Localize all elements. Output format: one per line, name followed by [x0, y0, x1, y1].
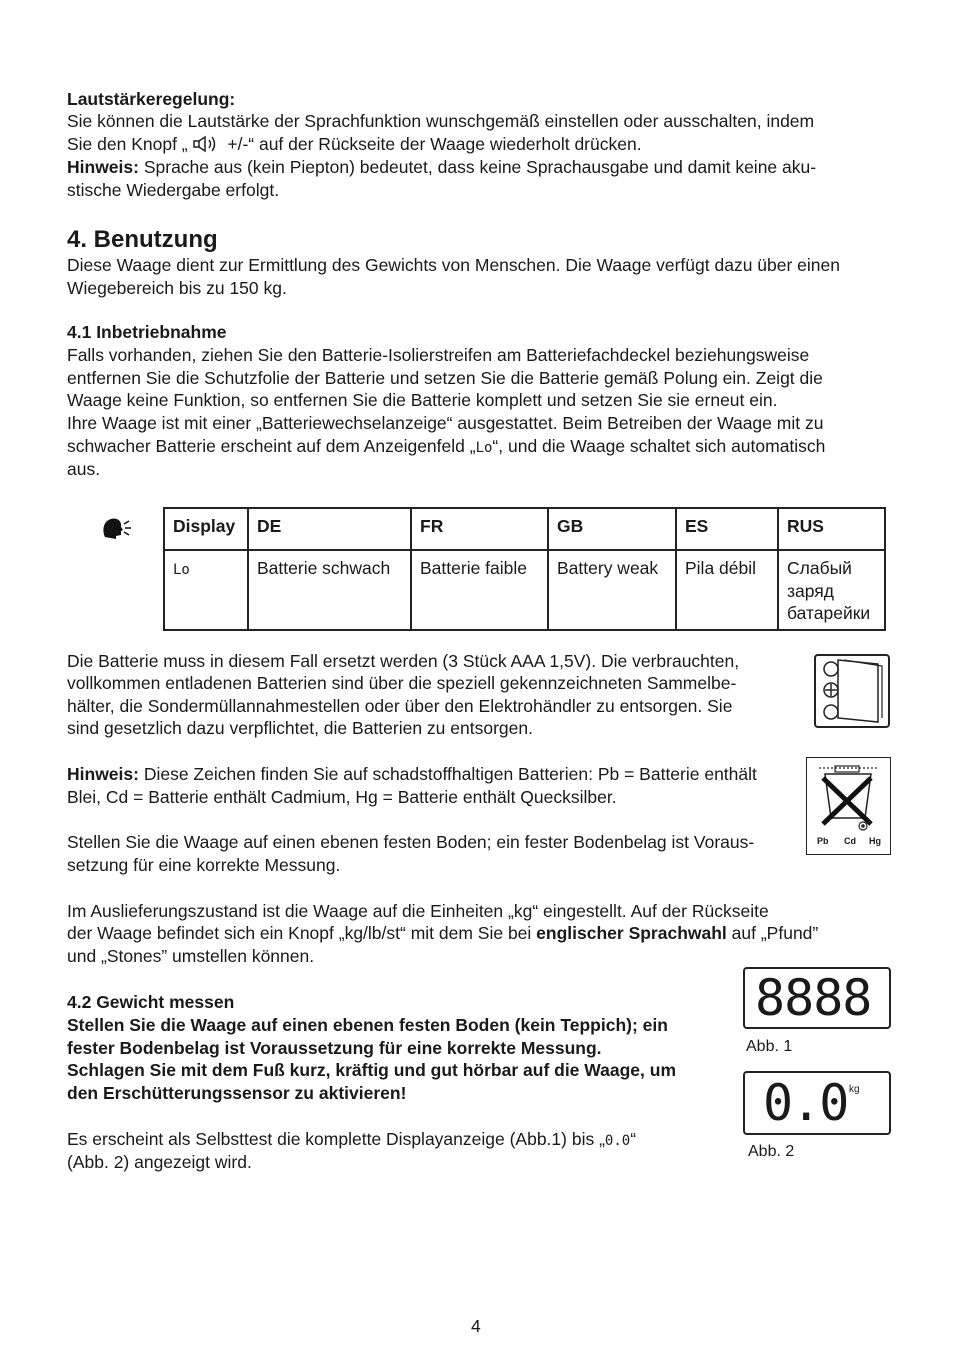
section-41-text [67, 435, 825, 460]
volume-text-part: Sie den Knopf „ [67, 134, 193, 154]
display-figure-2 [743, 1071, 891, 1135]
speaking-head-icon [101, 515, 133, 541]
volume-text-line [67, 133, 642, 156]
lcd-digits-8888: 8888 [755, 969, 872, 1027]
text-part: auf „Pfund” [726, 923, 819, 943]
table-header-cell: Display [164, 508, 248, 550]
section-42-bold-text: fester Bodenbelag ist Voraussetzung für eine korrekte Messung. [67, 1038, 602, 1058]
table-row [164, 550, 885, 630]
section-41-text: Waage keine Funktion, so entfernen Sie die Batterie komplett und setzen Sie sie erneut ein. [67, 390, 778, 410]
volume-text-part: +/-“ auf der Rückseite der Waage wiederholt drücken. [222, 134, 642, 154]
section-42-text [67, 1128, 636, 1153]
section-42-text: (Abb. 2) angezeigt wird. [67, 1152, 252, 1172]
lcd-digits-00: 0.0 [763, 1074, 848, 1132]
table-header-cell: RUS [778, 508, 885, 550]
text-part-bold: englischer Sprachwahl [536, 923, 727, 943]
units-text: und „Stones” umstellen können. [67, 946, 315, 966]
figure-1-caption: Abb. 1 [746, 1038, 793, 1055]
battery-text: vollkommen entladenen Batterien sind über die speziell gekennzeichneten Sammelbe- [67, 673, 737, 693]
bin-label-hg: Hg [869, 836, 881, 846]
note-label: Hinweis: [67, 764, 139, 784]
lcd-code-lo: Lo [475, 440, 493, 456]
volume-heading: Lautstärkeregelung: [67, 89, 236, 109]
note-text: Diese Zeichen finden Sie auf schadstoffhaltigen Batterien: Pb = Batterie enthält [138, 764, 757, 784]
language-table [163, 507, 886, 631]
section-42-title: 4.2 Gewicht messen [67, 992, 235, 1012]
table-cell: Pila débil [676, 550, 778, 630]
units-text [67, 922, 818, 945]
lcd-code-00: 0.0 [604, 1133, 631, 1149]
section-41-text: Falls vorhanden, ziehen Sie den Batterie-Isolierstreifen am Batteriefachdeckel beziehungsweise [67, 345, 810, 365]
battery-note-line: Blei, Cd = Batterie enthält Cadmium, Hg = Batterie enthält Quecksilber. [67, 787, 617, 807]
section-41-title: 4.1 Inbetriebnahme [67, 322, 227, 342]
section-42-bold-text: Schlagen Sie mit dem Fuß kurz, kräftig und gut hörbar auf die Waage, um [67, 1060, 677, 1080]
table-header-row [164, 508, 885, 550]
volume-text-line: Sie können die Lautstärke der Sprachfunktion wunschgemäß einstellen oder ausschalten, indem [67, 111, 815, 131]
section-42-bold-text: Stellen Sie die Waage auf einen ebenen festen Boden (kein Teppich); ein [67, 1015, 668, 1035]
table-cell [164, 550, 248, 630]
table-cell: Слабый заряд батарейки [778, 550, 885, 630]
page-number: 4 [471, 1316, 481, 1336]
table-cell: Batterie faible [411, 550, 548, 630]
section-4-text: Wiegebereich bis zu 150 kg. [67, 278, 287, 298]
note-text: Sprache aus (kein Piepton) bedeutet, dass keine Sprachausgabe und damit keine aku- [138, 157, 817, 177]
volume-note [67, 156, 816, 179]
section-41-text: aus. [67, 459, 101, 479]
table-header-cell: GB [548, 508, 676, 550]
battery-text: sind gesetzlich dazu verpflichtet, die Batterien zu entsorgen. [67, 718, 533, 738]
battery-text: Die Batterie muss in diesem Fall ersetzt werden (3 Stück AAA 1,5V). Die verbrauchten, [67, 651, 740, 671]
bin-label-pb: Pb [817, 836, 829, 846]
table-header-cell: FR [411, 508, 548, 550]
crossed-bin-icon [806, 757, 891, 855]
note-label: Hinweis: [67, 157, 139, 177]
volume-note-line: stische Wiedergabe erfolgt. [67, 180, 280, 200]
battery-note [67, 763, 757, 786]
section-42-bold-text: den Erschütterungssensor zu aktivieren! [67, 1083, 407, 1103]
display-figure-1 [743, 967, 891, 1029]
section-4-text: Diese Waage dient zur Ermittlung des Gewichts von Menschen. Die Waage verfügt dazu über einen [67, 255, 840, 275]
table-header-cell: ES [676, 508, 778, 550]
text-part: schwacher Batterie erscheint auf dem Anzeigenfeld „ [67, 436, 476, 456]
table-cell: Battery weak [548, 550, 676, 630]
speaker-icon [193, 135, 223, 153]
section-41-text: Ihre Waage ist mit einer „Batteriewechselanzeige“ ausgestattet. Beim Betreiben der Waage mit zu [67, 413, 824, 433]
lcd-unit-kg: kg [849, 1084, 860, 1095]
figure-2-caption: Abb. 2 [748, 1143, 795, 1160]
text-part: “ [630, 1129, 637, 1149]
text-part: der Waage befindet sich ein Knopf „kg/lb/st“ mit dem Sie bei [67, 923, 537, 943]
section-4-title: 4. Benutzung [67, 226, 218, 253]
floor-text: Stellen Sie die Waage auf einen ebenen festen Boden; ein fester Bodenbelag ist Voraus- [67, 832, 755, 852]
text-part: Es erscheint als Selbsttest die komplette Displayanzeige (Abb.1) bis „ [67, 1129, 605, 1149]
units-text: Im Auslieferungszustand ist die Waage auf die Einheiten „kg“ eingestellt. Auf der Rückseite [67, 901, 769, 921]
floor-text: setzung für eine korrekte Messung. [67, 855, 341, 875]
battery-text: hälter, die Sondermüllannahmestellen oder über den Elektrohändler zu entsorgen. Sie [67, 696, 733, 716]
bin-label-cd: Cd [844, 836, 856, 846]
text-part: “, und die Waage schaltet sich automatisch [492, 436, 826, 456]
lcd-code-lo: Lo [173, 562, 190, 578]
table-header-cell: DE [248, 508, 411, 550]
section-41-text: entfernen Sie die Schutzfolie der Batterie und setzen Sie die Batterie gemäß Polung ein. Zeigt die [67, 368, 823, 388]
battery-compartment-icon [814, 654, 890, 728]
table-cell: Batterie schwach [248, 550, 411, 630]
